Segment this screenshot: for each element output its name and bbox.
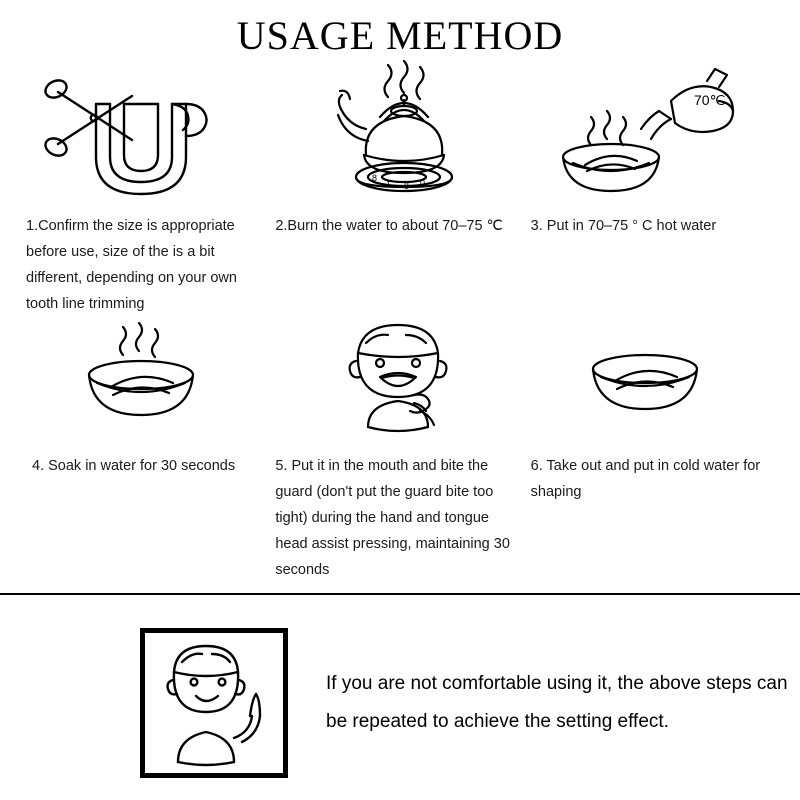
boy-pointing-up-icon bbox=[140, 628, 288, 778]
step-caption-4: 4. Soak in water for 30 seconds bbox=[32, 458, 236, 474]
step-caption-5: 5. Put it in the mouth and bite the guard (don't put the guard bite too tight) during the hand and tongue head assist pressing, maintaining 30 seconds bbox=[275, 458, 510, 578]
svg-text:8: 8 bbox=[403, 181, 409, 191]
boy-biting-guard-icon bbox=[275, 317, 524, 447]
step-caption-6: 6. Take out and put in cold water for shaping bbox=[530, 458, 761, 500]
page-title: USAGE METHOD bbox=[236, 13, 564, 58]
steps-row-2 bbox=[0, 317, 800, 583]
kettle-temp-label: 70℃ bbox=[694, 92, 726, 108]
steps-row-1 bbox=[0, 59, 800, 317]
kettle-pouring-into-bowl-icon bbox=[525, 59, 774, 209]
footer-text: If you are not comfortable using it, the above steps can be repeated to achieve the setting effect. bbox=[326, 672, 788, 732]
step-caption-1: 1.Confirm the size is appropriate before use, size of the is a bit different, depending on your own tooth line trimming bbox=[26, 218, 237, 312]
step-card-6 bbox=[525, 317, 774, 583]
step-caption-3: 3. Put in 70–75 ° C hot water bbox=[530, 218, 717, 234]
step-card-2 bbox=[275, 59, 524, 317]
section-divider bbox=[0, 593, 800, 595]
bowl-soaking-icon bbox=[26, 317, 275, 447]
svg-text:8: 8 bbox=[371, 173, 377, 183]
step-caption-2: 2.Burn the water to about 70–75 ℃ bbox=[275, 218, 503, 234]
step-card-5 bbox=[275, 317, 524, 583]
step-card-3 bbox=[525, 59, 774, 317]
svg-text:1: 1 bbox=[385, 179, 391, 189]
footer-note bbox=[0, 605, 800, 800]
svg-text:0: 0 bbox=[419, 178, 425, 188]
mouthguard-scissors-icon bbox=[26, 59, 275, 209]
step-card-4 bbox=[26, 317, 275, 583]
kettle-on-stove-icon bbox=[275, 59, 524, 209]
bowl-cold-water-icon bbox=[525, 317, 774, 447]
step-card-1 bbox=[26, 59, 275, 317]
